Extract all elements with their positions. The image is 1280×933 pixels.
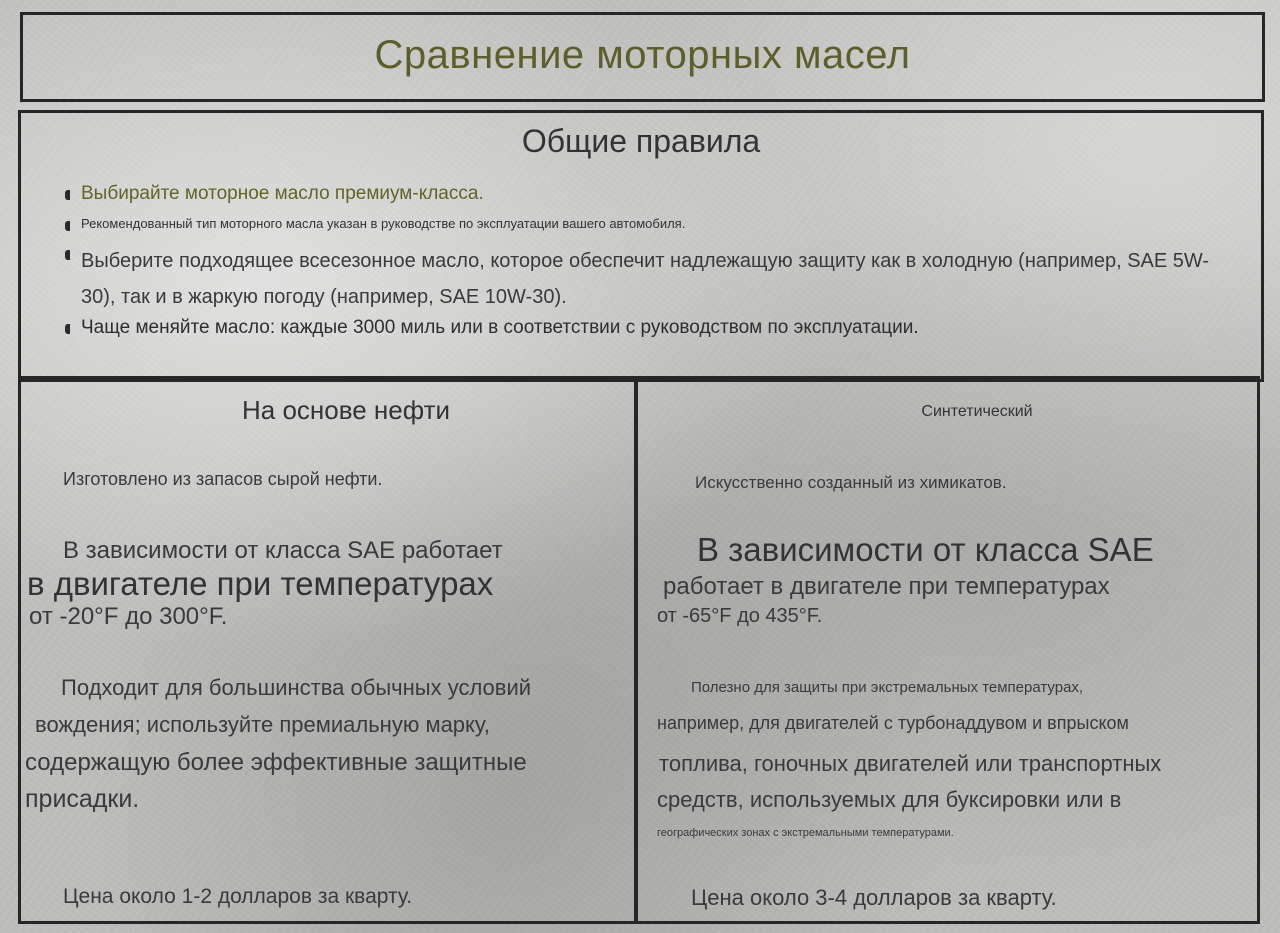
petroleum-usage-line4: присадки. [25, 785, 140, 813]
synthetic-temp-line1: В зависимости от класса SAE [697, 531, 1154, 568]
petroleum-origin: Изготовлено из запасов сырой нефти. [63, 469, 383, 489]
petroleum-usage-line3: содержащую более эффективные защитные [25, 749, 527, 776]
bullet-icon [65, 324, 70, 334]
general-rules-box [18, 110, 1264, 382]
synthetic-usage-line3: топлива, гоночных двигателей или транспортных [659, 751, 1162, 776]
petroleum-title: На основе нефти [241, 395, 450, 425]
petroleum-price: Цена около 1-2 долларов за кварту. [63, 885, 413, 908]
synthetic-usage-line1: Полезно для защиты при экстремальных температурах, [691, 679, 1084, 696]
general-rules-heading: Общие правила [521, 123, 761, 159]
page-title: Сравнение моторных масел [374, 33, 911, 77]
bullet-icon [65, 190, 70, 200]
rule-text: Рекомендованный тип моторного масла указан в руководстве по эксплуатации вашего автомобиля. [81, 216, 686, 231]
synthetic-temp-line3: от -65°F до 435°F. [657, 605, 823, 627]
title-box [20, 12, 1265, 102]
synthetic-temp-line2: работает в двигателе при температурах [663, 573, 1110, 600]
rule-item [65, 243, 1231, 315]
synthetic-usage-line4: средств, используемых для буксировки или в [657, 787, 1122, 812]
synthetic-price: Цена около 3-4 долларов за кварту. [691, 885, 1057, 910]
bullet-icon [65, 250, 70, 260]
bullet-icon [65, 221, 70, 231]
petroleum-temp-line2: в двигателе при температурах [27, 565, 494, 602]
synthetic-oil-column [634, 376, 1260, 924]
petroleum-temp-line3: от -20°F до 300°F. [29, 603, 228, 630]
synthetic-title: Синтетический [921, 403, 1033, 420]
petroleum-temp-line1: В зависимости от класса SAE работает [63, 537, 503, 564]
rule-item [65, 216, 1231, 231]
synthetic-usage-line5: географических зонах с экстремальными температурами. [657, 827, 954, 839]
synthetic-usage-line2: например, для двигателей с турбонаддувом и впрыском [657, 713, 1129, 733]
rule-text: Выберите подходящее всесезонное масло, которое обеспечит надлежащую защиту как в холодную (например, SAE 5W-30), так и в жаркую погоду (например, SAE 10W-30). [81, 250, 1210, 308]
petroleum-usage-line1: Подходит для большинства обычных условий [61, 675, 532, 700]
rule-item [65, 183, 1231, 205]
petroleum-oil-column [18, 376, 638, 924]
rule-item [65, 317, 1231, 339]
general-rules-list [65, 183, 1231, 339]
petroleum-usage-line2: вождения; используйте премиальную марку, [35, 712, 490, 737]
rule-text: Выбирайте моторное масло премиум-класса. [81, 183, 484, 204]
synthetic-origin: Искусственно созданный из химикатов. [695, 473, 1007, 492]
rule-text: Чаще меняйте масло: каждые 3000 миль или в соответствии с руководством по эксплуатации. [81, 317, 919, 338]
